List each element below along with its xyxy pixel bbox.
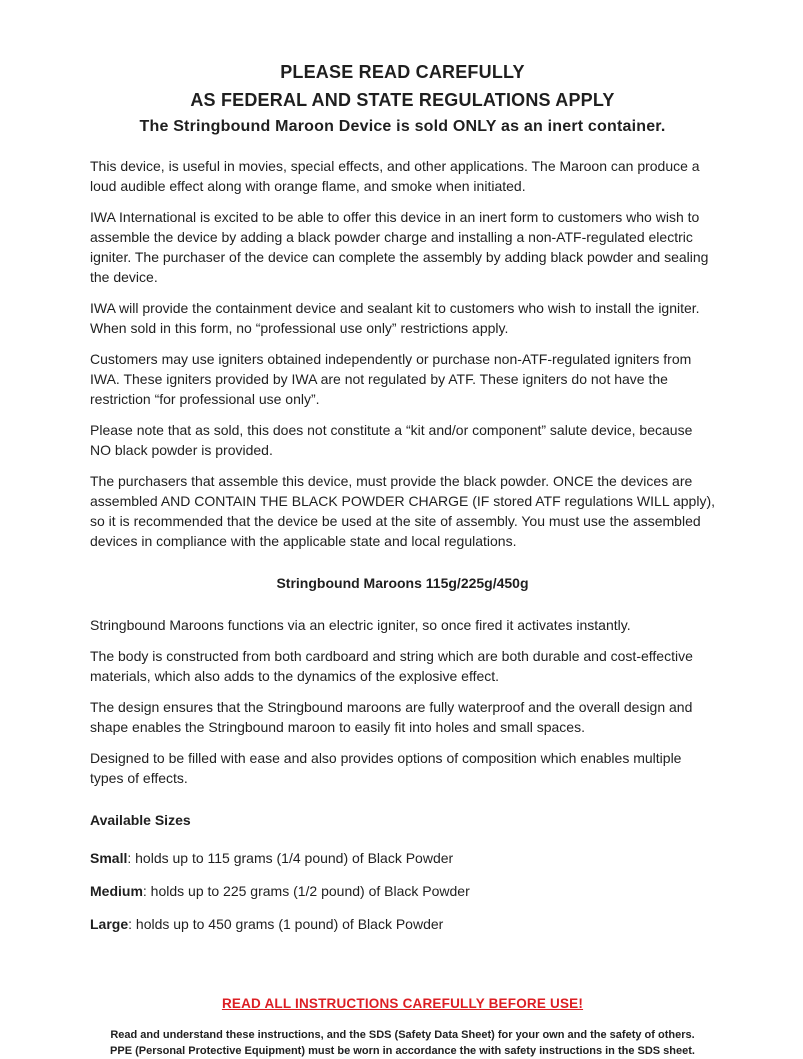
footer-line-1: Read and understand these instructions, and the SDS (Safety Data Sheet) for your own and the safety of others. — [90, 1028, 715, 1044]
intro-paragraph-6: The purchasers that assemble this device, must provide the black powder. ONCE the devices are assembled AND CONTAIN THE BLACK POWDER CHARGE (IF stored ATF regulations WILL apply), so it is recommended that the device be used at the site of assembly. You must use the assembled devices in compliance with the applicable state and local regulations. — [90, 471, 715, 551]
intro-paragraph-1: This device, is useful in movies, special effects, and other applications. The Maroon can produce a loud audible effect along with orange flame, and smoke when initiated. — [90, 156, 715, 196]
size-large-text: : holds up to 450 grams (1 pound) of Black Powder — [128, 916, 443, 932]
maroons-paragraph-3: The design ensures that the Stringbound maroons are fully waterproof and the overall design and shape enables the Stringbound maroon to easily fit into holes and small spaces. — [90, 697, 715, 737]
title-line-1: PLEASE READ CAREFULLY — [90, 58, 715, 86]
size-line-large — [90, 914, 715, 934]
sizes-list — [90, 848, 715, 934]
available-sizes-heading: Available Sizes — [90, 810, 715, 830]
intro-paragraph-5: Please note that as sold, this does not constitute a “kit and/or component” salute device, because NO black powder is provided. — [90, 420, 715, 460]
warning-text: READ ALL INSTRUCTIONS CAREFULLY BEFORE USE! — [90, 996, 715, 1011]
title-line-3: The Stringbound Maroon Device is sold ONLY as an inert container. — [90, 114, 715, 140]
maroons-paragraph-2: The body is constructed from both cardboard and string which are both durable and cost-effective materials, which also adds to the dynamics of the explosive effect. — [90, 646, 715, 686]
footer-line-2: PPE (Personal Protective Equipment) must be worn in accordance the with safety instructions in the SDS sheet. — [90, 1044, 715, 1059]
intro-paragraph-4: Customers may use igniters obtained independently or purchase non-ATF-regulated igniters from IWA. These igniters provided by IWA are not regulated by ATF. These igniters do not have the restriction “for professional use only”. — [90, 349, 715, 409]
maroons-paragraph-4: Designed to be filled with ease and also provides options of composition which enables multiple types of effects. — [90, 748, 715, 788]
intro-paragraph-3: IWA will provide the containment device and sealant kit to customers who wish to install the igniter. When sold in this form, no “professional use only” restrictions apply. — [90, 298, 715, 338]
maroons-section — [90, 615, 715, 788]
footer-safety-notes — [90, 1028, 715, 1059]
title-line-2: AS FEDERAL AND STATE REGULATIONS APPLY — [90, 86, 715, 114]
size-large-label: Large — [90, 916, 128, 932]
section-heading-maroons: Stringbound Maroons 115g/225g/450g — [90, 573, 715, 593]
intro-paragraph-2: IWA International is excited to be able to offer this device in an inert form to customers who wish to assemble the device by adding a black powder charge and installing a non-ATF-regulated electric igniter. The purchaser of the device can complete the assembly by adding black powder and sealing the device. — [90, 207, 715, 287]
maroons-paragraph-1: Stringbound Maroons functions via an electric igniter, so once fired it activates instantly. — [90, 615, 715, 635]
document-header — [90, 58, 715, 140]
intro-section — [90, 156, 715, 551]
size-medium-label: Medium — [90, 883, 143, 899]
size-small-text: : holds up to 115 grams (1/4 pound) of Black Powder — [127, 850, 453, 866]
size-line-medium — [90, 881, 715, 901]
size-medium-text: : holds up to 225 grams (1/2 pound) of Black Powder — [143, 883, 470, 899]
size-small-label: Small — [90, 850, 127, 866]
size-line-small — [90, 848, 715, 868]
